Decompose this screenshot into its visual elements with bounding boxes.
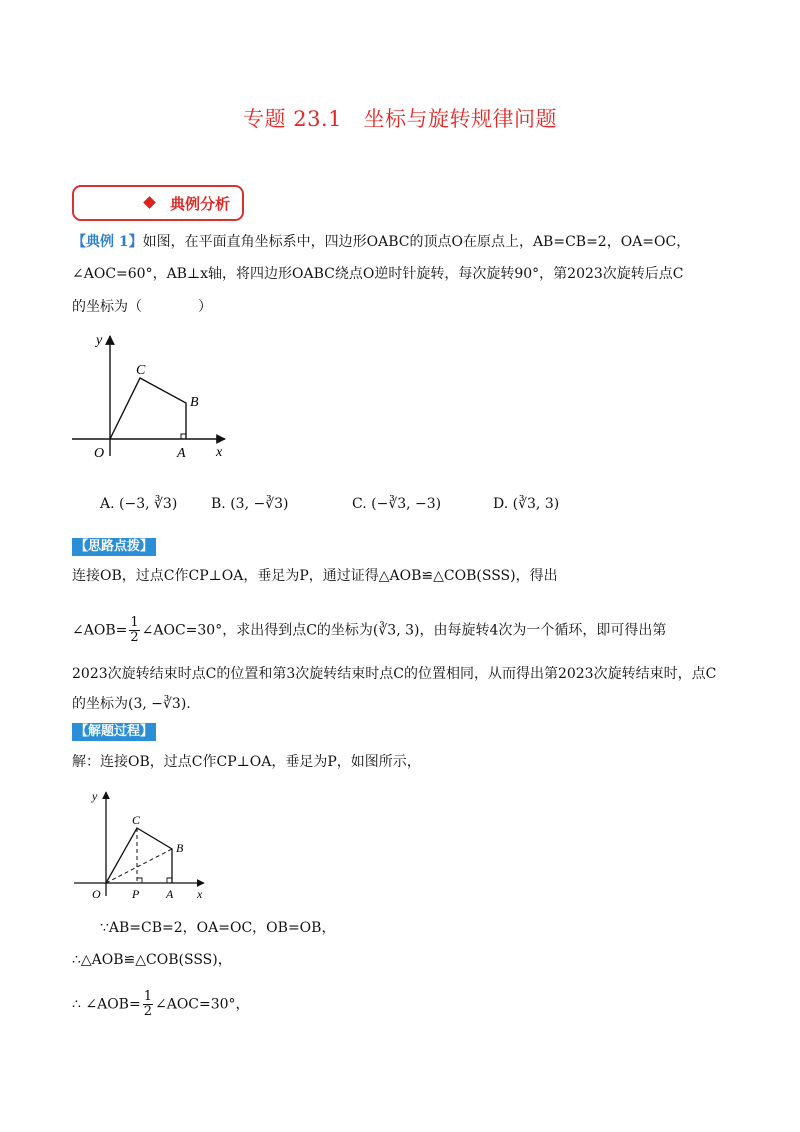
solution-tag: 【解题过程】 xyxy=(72,723,156,741)
label-x: x xyxy=(216,445,223,460)
right-angle-mark-p xyxy=(137,878,142,883)
option-a-value: (−3, ∛3) xyxy=(119,496,178,512)
option-d-value: (∛3, 3) xyxy=(512,496,560,512)
label-c: C xyxy=(136,363,146,378)
hint-line-2-post: ∠AOC=30°，求出得到点C的坐标为(∛3, 3)，由每旋转4次为一个循环，即可得出第 xyxy=(141,622,667,639)
section-header xyxy=(72,185,244,221)
label-y-2: y xyxy=(92,789,98,803)
option-b[interactable] xyxy=(211,496,289,512)
label-o: O xyxy=(94,446,105,460)
label-c-2: C xyxy=(132,813,141,827)
quadrilateral-oabc-2 xyxy=(106,828,172,883)
label-o-2: O xyxy=(92,887,101,901)
solution-line-1: 解：连接OB，过点C作CP⊥OA，垂足为P，如图所示， xyxy=(72,754,421,770)
solution-step-3 xyxy=(72,990,250,1019)
option-b-value: (3, −∛3) xyxy=(230,496,289,512)
solution-step-3-post: ∠AOC=30°， xyxy=(154,996,250,1013)
label-b: B xyxy=(190,395,199,410)
hint-line-1: 连接OB，过点C作CP⊥OA，垂足为P，通过证得△AOB≌△COB(SSS)，得出 xyxy=(72,568,558,584)
option-d[interactable] xyxy=(493,496,559,512)
section-label: 典例分析 xyxy=(170,195,231,213)
example-line-2: ∠AOC=60°，AB⊥x轴，将四边形OABC绕点O逆时针旋转，每次旋转90°，第2023次旋转后点C xyxy=(72,266,684,282)
hint-line-2 xyxy=(72,616,666,645)
hint-tag: 【思路点拨】 xyxy=(72,538,156,556)
solution-step-2: ∴△AOB≌△COB(SSS)， xyxy=(72,952,232,968)
fraction-den-2: 2 xyxy=(143,1004,152,1019)
diamond-icon xyxy=(143,196,156,209)
example-tag: 【典例 1】 xyxy=(72,234,143,250)
label-a-2: A xyxy=(166,887,174,901)
solution-step-3-pre: ∴ ∠AOB= xyxy=(72,996,141,1013)
fraction-half xyxy=(129,616,139,645)
fraction-half-2 xyxy=(143,990,153,1019)
page-title: 专题 23.1 坐标与旋转规律问题 xyxy=(243,107,557,131)
figure-1 xyxy=(70,330,235,460)
fraction-num-2: 1 xyxy=(143,989,152,1004)
fraction-num: 1 xyxy=(130,615,139,630)
right-angle-mark xyxy=(181,434,186,439)
label-p-2: P xyxy=(132,887,140,901)
option-c-value: (−∛3, −3) xyxy=(371,496,442,512)
label-a: A xyxy=(177,446,186,460)
example-line-3: 的坐标为（ ） xyxy=(72,299,212,315)
hint-line-3: 2023次旋转结束时点C的位置和第3次旋转结束时点C的位置相同，从而得出第2023次旋转结束时，点C xyxy=(72,666,717,682)
quadrilateral-oabc xyxy=(110,378,186,439)
hint-line-4: 的坐标为(3, −∛3). xyxy=(72,696,191,712)
label-y: y xyxy=(96,333,103,348)
example-line-1 xyxy=(72,232,690,252)
right-angle-mark-a xyxy=(167,878,172,883)
label-x-2: x xyxy=(197,887,203,901)
option-c-letter: C. xyxy=(352,496,367,512)
solution-step-1: ∵AB=CB=2，OA=OC，OB=OB， xyxy=(100,920,336,936)
option-c[interactable] xyxy=(352,496,441,512)
option-a[interactable] xyxy=(100,496,177,512)
figure-2 xyxy=(70,786,215,901)
option-b-letter: B. xyxy=(211,496,226,512)
option-d-letter: D. xyxy=(493,496,509,512)
fraction-den: 2 xyxy=(130,630,139,645)
example-text-1: 如图，在平面直角坐标系中，四边形OABC的顶点O在原点上，AB=CB=2，OA=OC， xyxy=(142,234,691,250)
option-a-letter: A. xyxy=(100,496,115,512)
hint-line-2-pre: ∠AOB= xyxy=(72,622,128,639)
label-b-2: B xyxy=(176,841,184,855)
